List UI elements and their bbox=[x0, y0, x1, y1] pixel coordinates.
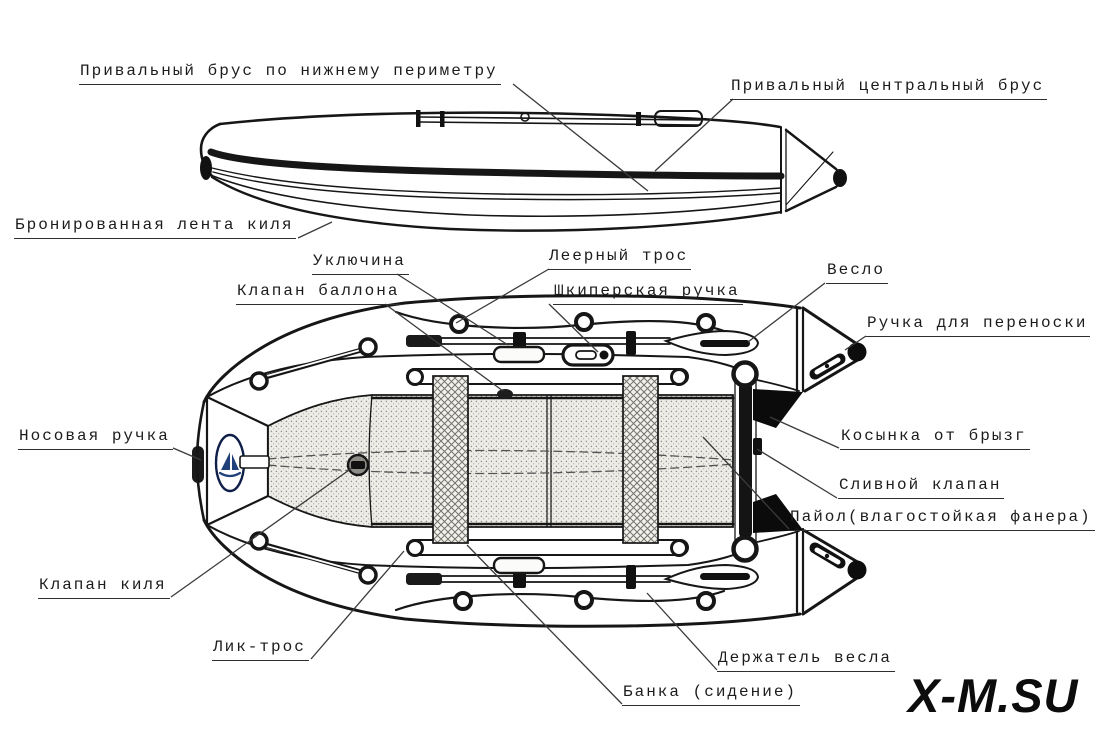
keel-pipe bbox=[240, 456, 269, 468]
side-view-drawing bbox=[200, 110, 847, 231]
label-spray-gusset: Косынка от брызг bbox=[840, 428, 1030, 450]
label-floorboard: Пайол(влагостойкая фанера) bbox=[789, 509, 1095, 531]
leader-spray-gusset bbox=[770, 417, 839, 448]
grab-rope-bottom bbox=[396, 591, 724, 610]
label-oar-holder: Держатель весла bbox=[717, 650, 895, 672]
leader-drain-valve bbox=[757, 449, 837, 498]
label-keel-band: Бронированная лента киля bbox=[14, 217, 296, 239]
label-grab-rope: Леерный трос bbox=[548, 248, 691, 270]
leader-oar bbox=[748, 283, 825, 342]
drain-valve-shape bbox=[753, 438, 762, 455]
leader-bolt-rope bbox=[311, 551, 404, 659]
label-keel-valve: Клапан киля bbox=[38, 577, 170, 599]
oar-holder-top-shape bbox=[626, 331, 636, 355]
spray-gusset-top bbox=[753, 389, 803, 428]
watermark: X-M.SU bbox=[908, 669, 1079, 722]
leader-rowlock bbox=[397, 274, 508, 345]
seat-front bbox=[433, 376, 468, 543]
leader-rub-strake-central bbox=[655, 99, 733, 171]
label-bow-handle: Носовая ручка bbox=[18, 428, 173, 450]
label-skipper-handle: Шкиперская ручка bbox=[553, 283, 743, 305]
label-drain-valve: Сливной клапан bbox=[838, 477, 1004, 499]
label-rub-strake-central: Привальный центральный брус bbox=[730, 78, 1047, 100]
label-rub-strake-lower: Привальный брус по нижнему периметру bbox=[79, 63, 501, 85]
label-carry-handle: Ручка для переноски bbox=[866, 315, 1090, 337]
label-seat: Банка (сидение) bbox=[622, 684, 800, 706]
label-oar: Весло bbox=[826, 262, 888, 284]
leader-keel-band bbox=[298, 222, 332, 238]
seat-rear bbox=[623, 376, 658, 543]
label-tube-valve: Клапан баллона bbox=[236, 283, 402, 305]
tube-valve-shape bbox=[497, 389, 513, 399]
label-bolt-rope: Лик-трос bbox=[212, 639, 309, 661]
oar-holder-bottom-shape bbox=[626, 565, 636, 589]
stern-cone-tip bbox=[833, 169, 847, 187]
stern-cone-top-view bbox=[797, 308, 867, 614]
floorboard-area bbox=[268, 395, 733, 527]
bow-tip bbox=[200, 156, 212, 180]
top-view-drawing bbox=[192, 296, 867, 626]
label-rowlock: Уключина bbox=[312, 253, 409, 275]
